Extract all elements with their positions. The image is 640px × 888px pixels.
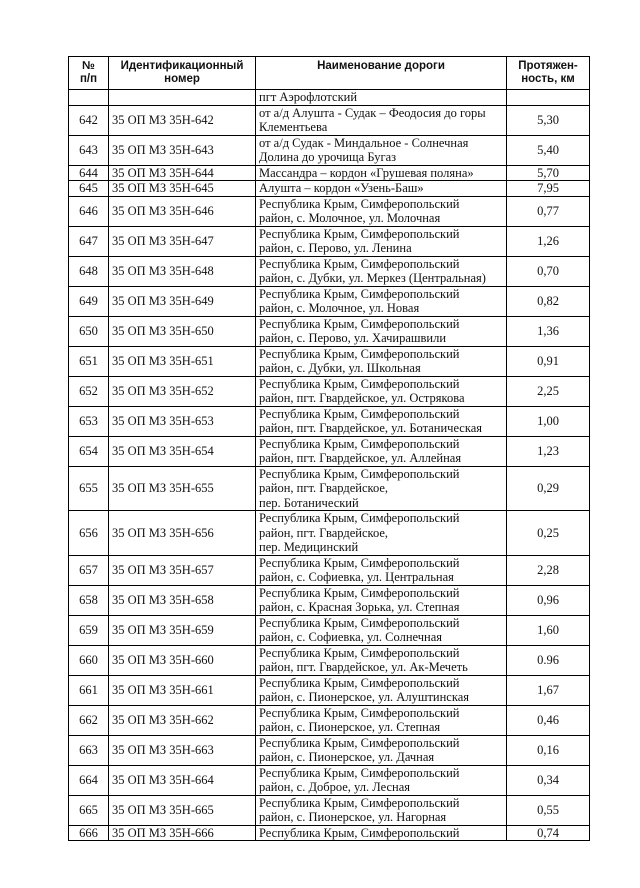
road-name-line: Республика Крым, Симферопольский xyxy=(259,615,460,630)
table-header-row xyxy=(69,57,590,90)
road-name xyxy=(256,105,507,135)
road-name xyxy=(256,286,507,316)
road-id: 35 ОП МЗ 35Н-647 xyxy=(109,226,256,256)
road-length: 1,67 xyxy=(507,675,590,705)
road-name-line: Клементьева xyxy=(259,120,328,134)
road-length: 0,77 xyxy=(507,196,590,226)
road-id: 35 ОП МЗ 35Н-653 xyxy=(109,406,256,436)
road-name-line: район, с. Софиевка, ул. Солнечная xyxy=(259,630,443,644)
road-id xyxy=(109,90,256,106)
road-name xyxy=(256,555,507,585)
table-row xyxy=(69,406,590,436)
row-number: 652 xyxy=(69,376,109,406)
header-length xyxy=(507,57,590,90)
table-row xyxy=(69,105,590,135)
road-name-line: район, с. Красная Зорька, ул. Степная xyxy=(259,600,460,614)
road-name-line: Республика Крым, Симферопольский xyxy=(259,555,460,570)
row-number: 651 xyxy=(69,346,109,376)
road-name xyxy=(256,645,507,675)
table-row xyxy=(69,705,590,735)
road-name-line: Республика Крым, Симферопольский xyxy=(259,196,460,211)
road-name-line: район, с. Пионерское, ул. Степная xyxy=(259,720,441,734)
road-length: 5,40 xyxy=(507,135,590,165)
road-length: 7,95 xyxy=(507,181,590,197)
row-number: 654 xyxy=(69,436,109,466)
road-name-line: Республика Крым, Симферопольский xyxy=(259,346,460,361)
road-length: 0,70 xyxy=(507,256,590,286)
row-number: 658 xyxy=(69,585,109,615)
road-name xyxy=(256,406,507,436)
row-number: 664 xyxy=(69,765,109,795)
row-number: 656 xyxy=(69,511,109,556)
road-id: 35 ОП МЗ 35Н-663 xyxy=(109,735,256,765)
road-name-line: район, с. Дубки, ул. Школьная xyxy=(259,361,421,375)
road-id: 35 ОП МЗ 35Н-646 xyxy=(109,196,256,226)
road-length: 0,91 xyxy=(507,346,590,376)
row-number: 665 xyxy=(69,795,109,825)
row-number: 663 xyxy=(69,735,109,765)
road-id: 35 ОП МЗ 35Н-655 xyxy=(109,466,256,511)
table-row xyxy=(69,555,590,585)
table-row xyxy=(69,585,590,615)
road-name-line: Республика Крым, Симферопольский xyxy=(259,825,460,840)
road-name-line: район, с. Доброе, ул. Лесная xyxy=(259,780,411,794)
road-name-line: Республика Крым, Симферопольский xyxy=(259,511,460,525)
road-name xyxy=(256,376,507,406)
road-name-line: район, с. Пионерское, ул. Нагорная xyxy=(259,810,447,824)
road-name xyxy=(256,511,507,556)
road-name xyxy=(256,226,507,256)
road-name-line: Республика Крым, Симферопольский xyxy=(259,256,460,271)
road-name-line: Республика Крым, Симферопольский xyxy=(259,585,460,600)
road-id: 35 ОП МЗ 35Н-649 xyxy=(109,286,256,316)
row-number: 646 xyxy=(69,196,109,226)
row-number: 648 xyxy=(69,256,109,286)
road-name-line: Республика Крым, Симферопольский xyxy=(259,466,460,481)
road-name-line: пер. Медицинский xyxy=(259,540,359,554)
road-name-line: район, пгт. Гвардейское, xyxy=(259,481,389,495)
row-number: 659 xyxy=(69,615,109,645)
road-name-line: Республика Крым, Симферопольский xyxy=(259,406,460,421)
road-name xyxy=(256,436,507,466)
table-row xyxy=(69,645,590,675)
road-name-line: Республика Крым, Симферопольский xyxy=(259,735,460,750)
road-length xyxy=(507,90,590,106)
road-name-line: Республика Крым, Симферопольский xyxy=(259,765,460,780)
row-number xyxy=(69,90,109,106)
road-id: 35 ОП МЗ 35Н-666 xyxy=(109,825,256,841)
table-row xyxy=(69,196,590,226)
road-name xyxy=(256,165,507,181)
header-num-line: № xyxy=(82,60,95,72)
road-name-line: Республика Крым, Симферопольский xyxy=(259,226,460,241)
road-name xyxy=(256,705,507,735)
header-num-line: п/п xyxy=(79,73,98,85)
road-name xyxy=(256,675,507,705)
road-id: 35 ОП МЗ 35Н-654 xyxy=(109,436,256,466)
header-name: Наименование дороги xyxy=(256,57,507,90)
road-name-line: от а/д Судак - Миндальное - Солнечная xyxy=(259,135,469,150)
road-name-line: район, пгт. Гвардейское, ул. Ботаническая xyxy=(259,421,483,435)
road-name xyxy=(256,135,507,165)
row-number: 642 xyxy=(69,105,109,135)
road-length: 1,60 xyxy=(507,615,590,645)
header-id xyxy=(109,57,256,90)
road-name-line: Республика Крым, Симферопольский xyxy=(259,675,460,690)
road-name-line: от а/д Алушта - Судак – Феодосия до горы xyxy=(259,105,486,120)
road-name xyxy=(256,196,507,226)
table-row xyxy=(69,346,590,376)
road-length: 0.96 xyxy=(507,645,590,675)
road-name-line: район, с. Молочное, ул. Новая xyxy=(259,301,420,315)
road-length: 0,82 xyxy=(507,286,590,316)
header-length-line: ность, км xyxy=(521,73,575,85)
road-id: 35 ОП МЗ 35Н-651 xyxy=(109,346,256,376)
road-name-line: пгт Аэрофлотский xyxy=(259,90,358,104)
road-name-line: район, с. Перово, ул. Ленина xyxy=(259,241,412,255)
road-id: 35 ОП МЗ 35Н-662 xyxy=(109,705,256,735)
table-row xyxy=(69,795,590,825)
row-number: 653 xyxy=(69,406,109,436)
row-number: 657 xyxy=(69,555,109,585)
road-id: 35 ОП МЗ 35Н-644 xyxy=(109,165,256,181)
road-name-line: Республика Крым, Симферопольский xyxy=(259,705,460,720)
table-row xyxy=(69,376,590,406)
table-row xyxy=(69,135,590,165)
road-name xyxy=(256,795,507,825)
road-name xyxy=(256,585,507,615)
table-row xyxy=(69,615,590,645)
road-name xyxy=(256,765,507,795)
road-id: 35 ОП МЗ 35Н-660 xyxy=(109,645,256,675)
road-length: 0,74 xyxy=(507,825,590,841)
road-name-line: Республика Крым, Симферопольский xyxy=(259,795,460,810)
row-number: 662 xyxy=(69,705,109,735)
road-name-line: район, с. Перово, ул. Хачирашвили xyxy=(259,331,447,345)
road-id: 35 ОП МЗ 35Н-643 xyxy=(109,135,256,165)
table-row xyxy=(69,436,590,466)
road-name-line: район, пгт. Гвардейское, ул. Аллейная xyxy=(259,451,462,465)
road-name-line: район, с. Пионерское, ул. Алуштинская xyxy=(259,690,470,704)
road-name-line: район, с. Софиевка, ул. Центральная xyxy=(259,570,454,584)
road-id: 35 ОП МЗ 35Н-664 xyxy=(109,765,256,795)
road-name xyxy=(256,256,507,286)
table-row xyxy=(69,675,590,705)
table-row xyxy=(69,165,590,181)
row-number: 666 xyxy=(69,825,109,841)
header-id-line: Идентификационный xyxy=(120,60,244,72)
road-id: 35 ОП МЗ 35Н-658 xyxy=(109,585,256,615)
header-id-line: номер xyxy=(164,73,200,85)
table-row xyxy=(69,181,590,197)
road-length: 0,55 xyxy=(507,795,590,825)
road-name-line: район, пгт. Гвардейское, ул. Ак-Мечеть xyxy=(259,660,468,674)
table-row xyxy=(69,466,590,511)
road-name xyxy=(256,181,507,197)
road-length: 0,29 xyxy=(507,466,590,511)
road-name xyxy=(256,346,507,376)
table-body xyxy=(69,90,590,841)
table-row xyxy=(69,286,590,316)
road-id: 35 ОП МЗ 35Н-642 xyxy=(109,105,256,135)
road-length: 2,28 xyxy=(507,555,590,585)
road-length: 0,46 xyxy=(507,705,590,735)
table-row xyxy=(69,316,590,346)
road-name-line: Алушта – кордон «Узень-Баш» xyxy=(259,181,424,195)
road-id: 35 ОП МЗ 35Н-656 xyxy=(109,511,256,556)
road-name-line: Республика Крым, Симферопольский xyxy=(259,645,460,660)
road-name-line: район, с. Молочное, ул. Молочная xyxy=(259,211,441,225)
road-name xyxy=(256,735,507,765)
road-length: 0,34 xyxy=(507,765,590,795)
road-id: 35 ОП МЗ 35Н-645 xyxy=(109,181,256,197)
road-id: 35 ОП МЗ 35Н-659 xyxy=(109,615,256,645)
road-length: 1,00 xyxy=(507,406,590,436)
road-name-line: Республика Крым, Симферопольский xyxy=(259,286,460,301)
road-id: 35 ОП МЗ 35Н-648 xyxy=(109,256,256,286)
road-name-line: Долина до урочища Бугаз xyxy=(259,150,397,164)
row-number: 649 xyxy=(69,286,109,316)
road-name xyxy=(256,316,507,346)
road-name-line: Республика Крым, Симферопольский xyxy=(259,316,460,331)
road-id: 35 ОП МЗ 35Н-650 xyxy=(109,316,256,346)
road-length: 5,30 xyxy=(507,105,590,135)
road-name-line: Республика Крым, Симферопольский xyxy=(259,376,460,391)
road-length: 1,26 xyxy=(507,226,590,256)
road-name-line: район, с. Пионерское, ул. Дачная xyxy=(259,750,435,764)
road-length: 5,70 xyxy=(507,165,590,181)
road-name-line: район, пгт. Гвардейское, ул. Острякова xyxy=(259,391,465,405)
road-length: 0,16 xyxy=(507,735,590,765)
row-number: 645 xyxy=(69,181,109,197)
road-length: 0,96 xyxy=(507,585,590,615)
road-id: 35 ОП МЗ 35Н-661 xyxy=(109,675,256,705)
row-number: 644 xyxy=(69,165,109,181)
table-row xyxy=(69,735,590,765)
table-row xyxy=(69,825,590,841)
road-name xyxy=(256,825,507,841)
row-number: 647 xyxy=(69,226,109,256)
road-length: 0,25 xyxy=(507,511,590,556)
roads-table xyxy=(68,56,590,841)
table-row xyxy=(69,90,590,106)
road-name-line: район, пгт. Гвардейское, xyxy=(259,525,389,540)
road-name xyxy=(256,90,507,106)
road-name-line: Республика Крым, Симферопольский xyxy=(259,436,460,451)
road-name-line: район, с. Дубки, ул. Меркез (Центральная) xyxy=(259,271,486,285)
row-number: 661 xyxy=(69,675,109,705)
road-length: 2,25 xyxy=(507,376,590,406)
road-length: 1,36 xyxy=(507,316,590,346)
row-number: 643 xyxy=(69,135,109,165)
row-number: 655 xyxy=(69,466,109,511)
road-id: 35 ОП МЗ 35Н-665 xyxy=(109,795,256,825)
row-number: 660 xyxy=(69,645,109,675)
table-row xyxy=(69,765,590,795)
road-name-line: пер. Ботанический xyxy=(259,495,359,510)
row-number: 650 xyxy=(69,316,109,346)
header-length-line: Протяжен- xyxy=(518,60,578,72)
road-name xyxy=(256,615,507,645)
road-name-line: Массандра – кордон «Грушевая поляна» xyxy=(259,165,474,180)
table-row xyxy=(69,226,590,256)
table-row xyxy=(69,511,590,556)
header-num xyxy=(69,57,109,90)
road-id: 35 ОП МЗ 35Н-657 xyxy=(109,555,256,585)
table-row xyxy=(69,256,590,286)
road-name xyxy=(256,466,507,511)
road-length: 1,23 xyxy=(507,436,590,466)
road-id: 35 ОП МЗ 35Н-652 xyxy=(109,376,256,406)
